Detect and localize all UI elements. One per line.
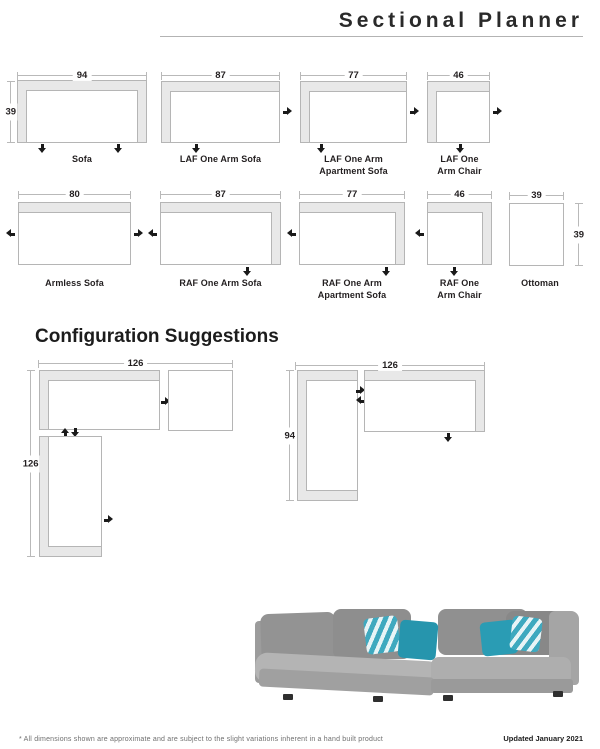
dim-value: 46: [450, 189, 469, 200]
dim-value: 87: [211, 70, 230, 81]
arrow-right-icon: [104, 516, 113, 525]
updated-date: Updated January 2021: [503, 734, 583, 743]
dim-laf-sofa-width: [161, 69, 280, 81]
dim-ottoman-width: [509, 189, 564, 201]
patterned-teal-pillow: [509, 615, 543, 652]
dim-value: 80: [65, 189, 84, 200]
dim-value: 77: [343, 189, 362, 200]
arrow-down-icon: [192, 144, 201, 153]
dim-value: 46: [449, 70, 468, 81]
footprint-laf-chair: [427, 81, 490, 143]
dim-sofa-depth: [5, 81, 17, 143]
dim-laf-chair-width: [427, 69, 490, 81]
sofa-foot: [443, 695, 453, 701]
arrow-left-icon: [148, 230, 157, 239]
label-line1: RAF One: [439, 278, 480, 288]
seat-area: [19, 212, 130, 264]
footprint-laf-apartment-sofa: [300, 81, 407, 143]
label-ottoman: Ottoman: [521, 278, 559, 288]
dim-value: 94: [73, 70, 92, 81]
seat-area: [161, 212, 272, 264]
seat-area: [300, 212, 396, 264]
seat-area: [436, 91, 489, 142]
dim-config2-depth: [284, 370, 296, 501]
dimensions-disclaimer: * All dimensions shown are approximate and are subject to the slight variations inherent in a hand built product: [19, 736, 384, 743]
dim-config1-depth: [22, 370, 39, 557]
label-laf-one-arm-sofa: LAF One Arm Sofa: [179, 154, 262, 164]
arrow-down-icon: [243, 267, 252, 276]
label-line2: Arm Chair: [437, 290, 482, 300]
arrow-right-icon: [134, 230, 143, 239]
dim-value: 87: [211, 189, 230, 200]
seat-area: [365, 380, 476, 431]
dim-raf-chair-width: [427, 188, 492, 200]
sofa-foot: [373, 696, 383, 702]
sofa-base: [431, 679, 573, 693]
dim-sofa-width: [17, 69, 147, 81]
dim-value: 94: [283, 427, 296, 444]
seat-area: [309, 91, 406, 142]
arrow-down-icon: [450, 267, 459, 276]
sofa-foot: [283, 694, 293, 700]
dim-value: 77: [344, 70, 363, 81]
patterned-teal-pillow: [363, 615, 401, 655]
dim-raf-apartment-width: [299, 188, 405, 200]
arrow-down-icon: [444, 433, 453, 442]
arrow-left-icon: [287, 230, 296, 239]
dim-raf-sofa-width: [160, 188, 281, 200]
label-raf-one-arm-sofa: RAF One Arm Sofa: [179, 278, 262, 288]
dim-value: 39: [572, 226, 585, 243]
seat-area: [48, 380, 159, 429]
label-raf-chair: [417, 277, 502, 301]
label-line2: Apartment Sofa: [319, 166, 388, 176]
arrow-down-icon: [114, 144, 123, 153]
config1-laf-sofa: [39, 370, 160, 430]
arrow-down-icon: [382, 267, 391, 276]
sofa-foot: [553, 691, 563, 697]
dim-value: 126: [22, 455, 40, 472]
arrow-down-icon: [456, 144, 465, 153]
arrow-right-icon: [283, 108, 292, 117]
arrow-right-icon: [493, 108, 502, 117]
dim-armless-width: [18, 188, 131, 200]
label-raf-apartment-sofa: [299, 277, 405, 301]
config2-raf-sofa: [364, 370, 485, 432]
footprint-sofa: [17, 80, 147, 143]
footprint-raf-chair: [427, 202, 492, 265]
dim-value: 39: [4, 104, 17, 121]
teal-pillow: [397, 619, 438, 660]
seat-area: [170, 91, 279, 142]
dim-laf-apartment-width: [300, 69, 407, 81]
seat-area: [306, 380, 357, 491]
arrow-left-icon: [415, 230, 424, 239]
seat-area: [26, 90, 138, 142]
label-line1: LAF One: [440, 154, 479, 164]
label-line2: Apartment Sofa: [317, 290, 387, 300]
config2-vertical-sofa: [297, 370, 358, 501]
label-laf-apartment-sofa: [300, 153, 407, 177]
label-line1: RAF One Arm: [322, 278, 382, 288]
seat-area: [48, 437, 101, 547]
arrow-down-icon: [317, 144, 326, 153]
arrow-left-icon: [6, 230, 15, 239]
label-armless-sofa: Armless Sofa: [45, 278, 104, 288]
dim-value: 39: [527, 190, 546, 201]
footprint-armless-sofa: [18, 202, 131, 265]
seat-area: [428, 212, 483, 264]
dim-ottoman-depth: [573, 203, 585, 266]
label-line1: LAF One Arm: [324, 154, 383, 164]
arrow-down-icon: [38, 144, 47, 153]
dim-config1-width: [38, 357, 233, 369]
footprint-raf-apartment-sofa: [299, 202, 405, 265]
label-sofa: Sofa: [72, 154, 92, 164]
label-line2: Arm Chair: [437, 166, 482, 176]
config1-ottoman: [168, 370, 233, 431]
sectional-photo: [253, 599, 583, 699]
footprint-ottoman: [509, 203, 564, 266]
dim-value: 126: [378, 360, 402, 371]
label-laf-chair: [417, 153, 502, 177]
title-underline: [160, 36, 583, 37]
configurations-heading: Configuration Suggestions: [35, 326, 279, 347]
dim-config2-width: [295, 359, 485, 371]
footprint-raf-one-arm-sofa: [160, 202, 281, 265]
arrow-right-icon: [410, 108, 419, 117]
page-title: Sectional Planner: [338, 9, 583, 32]
config1-chaise: [39, 436, 102, 557]
footprint-laf-one-arm-sofa: [161, 81, 280, 143]
dim-value: 126: [124, 358, 148, 369]
